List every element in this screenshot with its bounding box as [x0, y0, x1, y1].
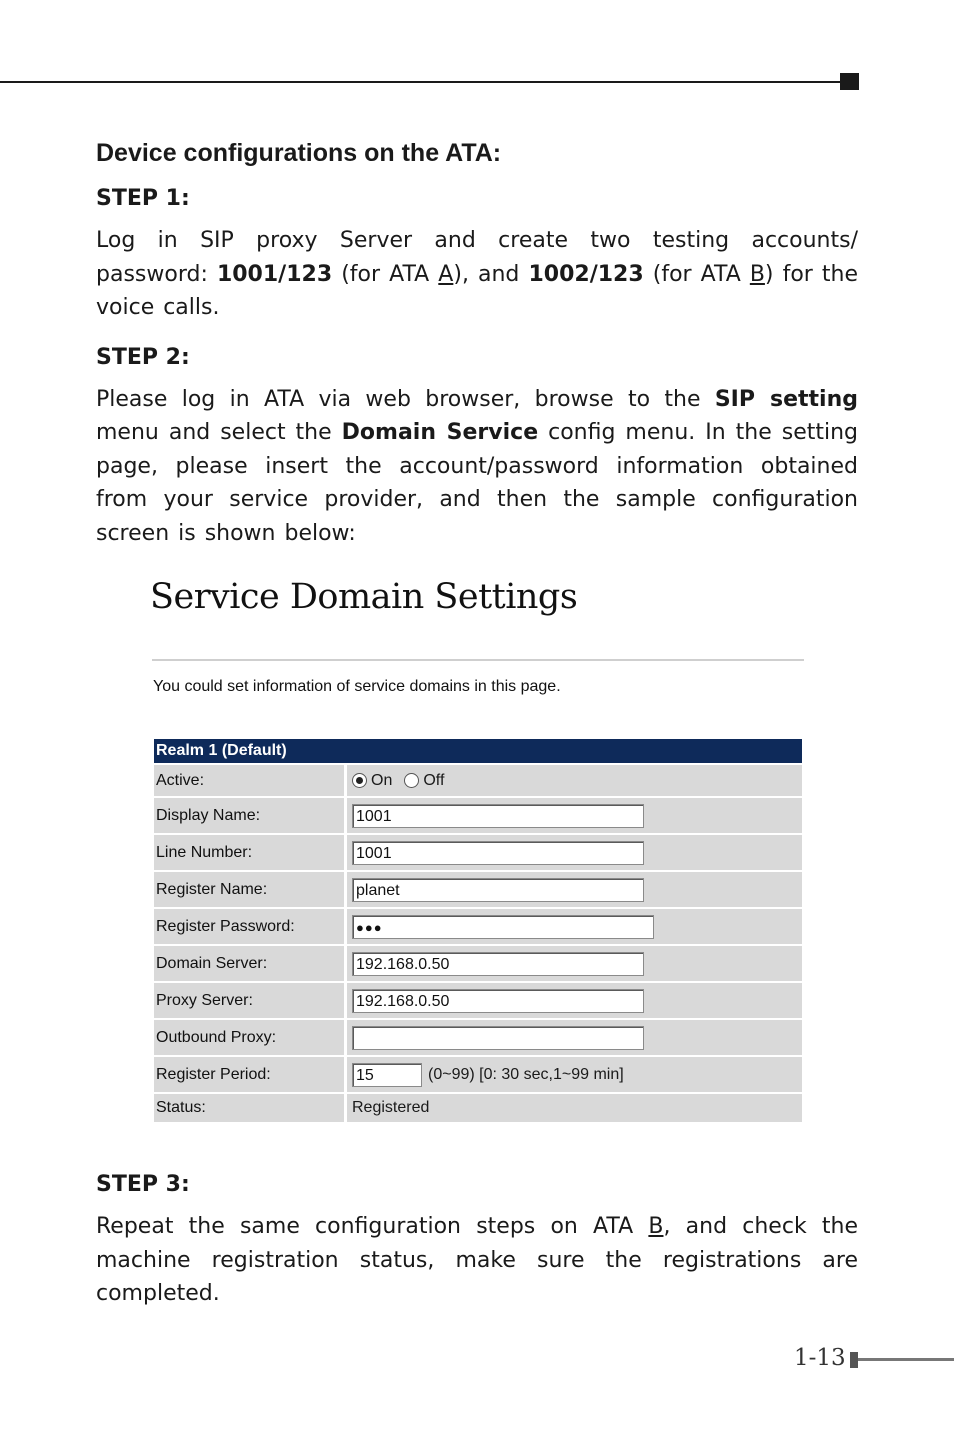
section-heading: Device configurations on the ATA: — [96, 139, 502, 167]
domain-server-input[interactable]: 192.168.0.50 — [352, 952, 644, 976]
register-period-hint: (0~99) [0: 30 sec,1~99 min] — [428, 1065, 624, 1083]
row-register-password — [154, 909, 802, 944]
register-name-label: Register Name: — [154, 872, 344, 907]
step2-text-part: menu and select the — [96, 420, 342, 445]
register-password-input[interactable]: ●●● — [352, 915, 654, 939]
radio-on[interactable] — [352, 773, 367, 788]
line-number-label: Line Number: — [154, 835, 344, 870]
register-password-label: Register Password: — [154, 909, 344, 944]
display-name-cell — [347, 798, 802, 833]
screenshot-title: Service Domain Settings — [150, 577, 578, 617]
step3-text — [96, 1210, 858, 1311]
row-display-name — [154, 798, 802, 833]
active-value — [347, 765, 802, 796]
page-number: 1-13 — [794, 1345, 846, 1371]
outbound-proxy-cell — [347, 1020, 802, 1055]
ata-b-label: B — [648, 1214, 664, 1239]
step2-text-part: Please log in ATA via web browser, browse to the — [96, 386, 715, 412]
top-rule — [0, 81, 845, 83]
register-name-cell — [347, 872, 802, 907]
register-period-input[interactable]: 15 — [352, 1063, 422, 1087]
step2-text — [96, 383, 858, 551]
step3-text-part: Repeat the same configuration steps on ATA — [96, 1214, 649, 1239]
row-line-number — [154, 835, 802, 870]
line-number-cell — [347, 835, 802, 870]
step1-label: STEP 1: — [96, 186, 190, 211]
row-domain-server — [154, 946, 802, 981]
outbound-proxy-input[interactable] — [352, 1026, 644, 1050]
ata-b-label: B — [749, 261, 765, 287]
active-label: Active: — [154, 765, 344, 796]
step3-text-part: , and check the machine registration status, make sure the registrations are completed. — [96, 1214, 858, 1306]
display-name-label: Display Name: — [154, 798, 344, 833]
line-number-input[interactable]: 1001 — [352, 841, 644, 865]
screenshot-divider — [152, 659, 804, 661]
step1-text-part: ) for the voice calls. — [96, 261, 858, 320]
account-a: 1001/123 — [216, 261, 333, 287]
proxy-server-label: Proxy Server: — [154, 983, 344, 1018]
outbound-proxy-label: Outbound Proxy: — [154, 1020, 344, 1055]
status-cell — [347, 1094, 802, 1122]
status-value: Registered — [352, 1099, 430, 1116]
radio-off-label: Off — [423, 771, 445, 789]
step2-label: STEP 2: — [96, 344, 190, 370]
main-content — [96, 136, 858, 550]
radio-on-group[interactable] — [352, 772, 392, 790]
screenshot-description: You could set information of service domains in this page. — [153, 678, 561, 695]
register-period-cell — [347, 1057, 802, 1092]
display-name-input[interactable]: 1001 — [352, 804, 644, 828]
domain-server-cell — [347, 946, 802, 981]
bottom-marker — [850, 1352, 858, 1368]
step3-label: STEP 3: — [96, 1172, 190, 1197]
row-active — [154, 765, 802, 796]
bottom-rule — [858, 1358, 954, 1361]
step2-text-part: config menu. In the setting page, please insert the account/password information obtained from your service provider, and then the sample configuration screen is shown below: — [96, 420, 859, 546]
step1-text-part: (for ATA — [332, 261, 439, 287]
step1-text-part: Log in SIP proxy Server and create two testing accounts/ password: — [96, 228, 858, 287]
proxy-server-input[interactable]: 192.168.0.50 — [352, 989, 644, 1013]
row-status — [154, 1094, 802, 1122]
step1-text — [96, 224, 858, 325]
domain-server-label: Domain Server: — [154, 946, 344, 981]
proxy-server-cell — [347, 983, 802, 1018]
step1-text-part: ), and — [453, 261, 529, 287]
register-name-input[interactable]: planet — [352, 878, 644, 902]
sip-setting-term: SIP setting — [714, 386, 858, 412]
radio-off[interactable] — [404, 773, 419, 788]
row-register-period — [154, 1057, 802, 1092]
step3-section — [96, 1170, 858, 1311]
service-domain-screenshot — [150, 575, 805, 1116]
ata-a-label: A — [438, 261, 454, 287]
radio-on-label: On — [371, 771, 393, 789]
domain-service-term: Domain Service — [341, 420, 539, 445]
row-proxy-server — [154, 983, 802, 1018]
realm-header: Realm 1 (Default) — [154, 739, 802, 763]
radio-off-group[interactable] — [404, 772, 444, 790]
register-password-cell — [347, 909, 802, 944]
step1-text-part: (for ATA — [643, 261, 750, 287]
status-label: Status: — [154, 1094, 344, 1122]
top-marker — [840, 73, 859, 90]
row-outbound-proxy — [154, 1020, 802, 1055]
account-b: 1002/123 — [528, 261, 644, 287]
register-period-label: Register Period: — [154, 1057, 344, 1092]
row-register-name — [154, 872, 802, 907]
realm-table — [154, 739, 802, 1122]
